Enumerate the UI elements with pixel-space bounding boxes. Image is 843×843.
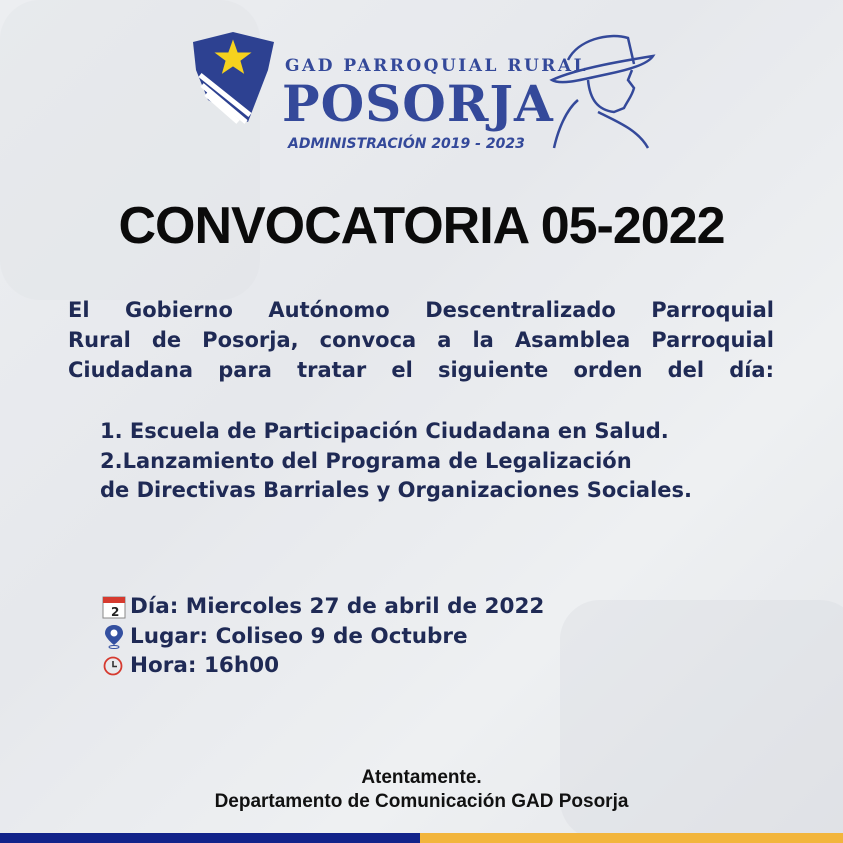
detail-place [102, 622, 544, 652]
agenda-item: 2.Lanzamiento del Programa de Legalización [100, 448, 632, 473]
logo [188, 30, 658, 155]
detail-text: Lugar: Coliseo 9 de Octubre [130, 623, 468, 649]
logo-administration: ADMINISTRACIÓN 2019 - 2023 [288, 136, 525, 152]
agenda-item: 1. Escuela de Participación Ciudadana en Salud. [100, 419, 669, 443]
event-details [102, 592, 544, 681]
detail-text: Día: Miercoles 27 de abril de 2022 [130, 594, 545, 619]
detail-time [102, 651, 544, 681]
detail-date [102, 592, 544, 622]
intro-line: El Gobierno Autónomo Descentralizado Parroquial [68, 298, 774, 322]
shield-star-icon [188, 30, 278, 125]
logo-name: POSORJA [282, 74, 554, 133]
intro-line: Rural de Posorja, convoca a la Asamblea Parroquial [68, 328, 774, 352]
signature-greeting: Atentamente. [361, 767, 482, 788]
page-title: CONVOCATORIA 05-2022 [118, 197, 725, 255]
footer-bar-yellow [420, 833, 843, 843]
agenda-item: de Directivas Barriales y Organizaciones Sociales. [100, 478, 692, 502]
signature-department: Departamento de Comunicación GAD Posorja [214, 791, 629, 812]
clock-icon [102, 653, 130, 679]
intro-line: Ciudadana para tratar el siguiente orden del día: [68, 358, 774, 382]
man-with-hat-illustration [548, 30, 658, 155]
signature [0, 766, 843, 814]
location-pin-icon [102, 623, 130, 649]
detail-text: Hora: 16h00 [130, 653, 280, 678]
calendar-day: 2 [111, 604, 120, 619]
calendar-icon [102, 594, 130, 620]
footer-bar-blue [0, 833, 420, 843]
logo-subtitle: GAD PARROQUIAL RURAL [285, 56, 589, 76]
agenda-list [100, 417, 692, 506]
intro-paragraph [68, 295, 774, 385]
